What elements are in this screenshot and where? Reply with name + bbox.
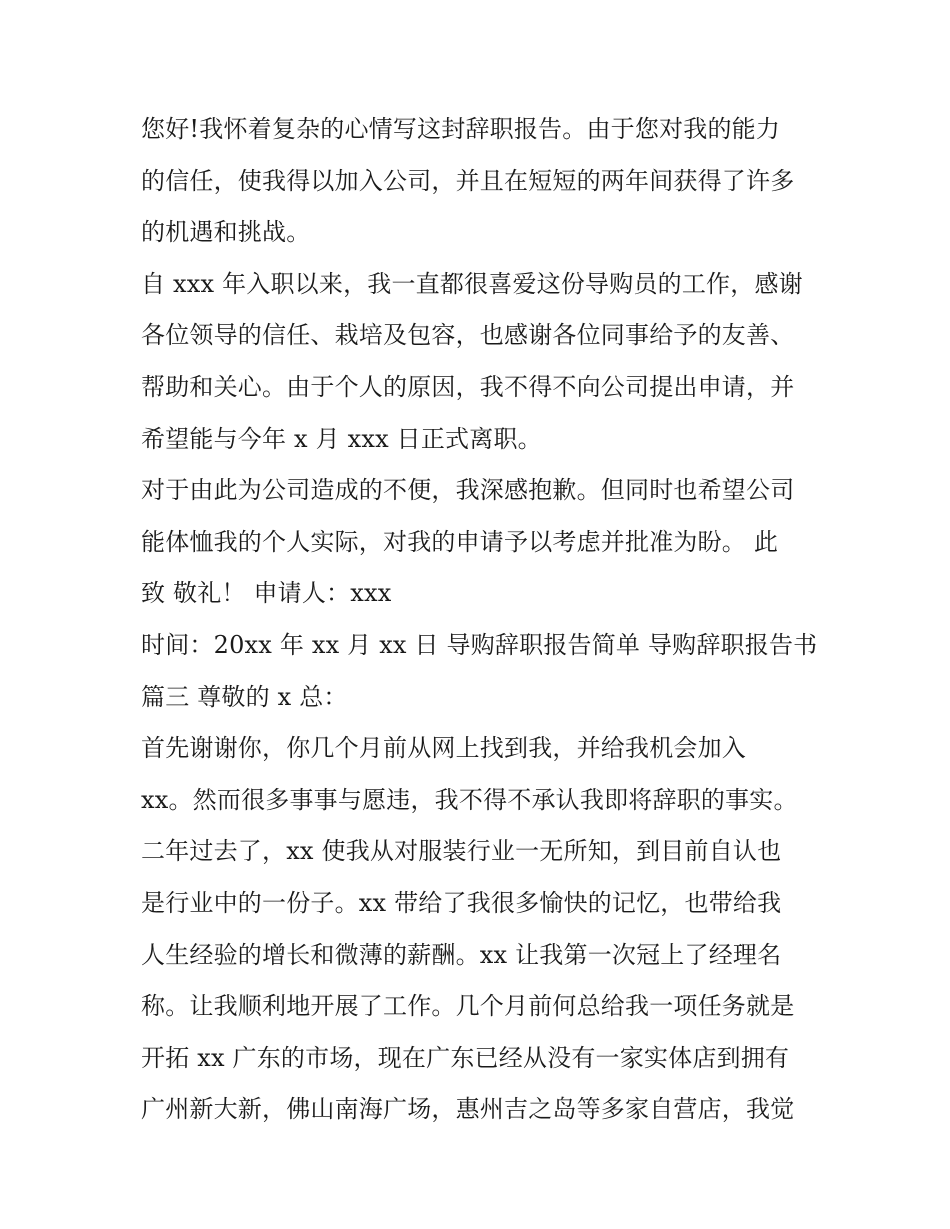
text-line: 二年过去了，xx 使我从对服装行业一无所知，到目前自认也 bbox=[141, 837, 782, 866]
text-line: 的机遇和挑战。 bbox=[141, 218, 311, 247]
text-line: 时间：20xx 年 xx 月 xx 日 导购辞职报告简单 导购辞职报告书 bbox=[141, 630, 818, 659]
text-line: 的信任，使我得以加入公司，并且在短短的两年间获得了许多 bbox=[141, 166, 795, 195]
text-line: 帮助和关心。由于个人的原因，我不得不向公司提出申请，并 bbox=[141, 372, 795, 401]
text-line: 您好!我怀着复杂的心情写这封辞职报告。由于您对我的能力 bbox=[141, 115, 781, 143]
text-line: 希望能与今年 x 月 xxx 日正式离职。 bbox=[141, 424, 542, 453]
text-line: 对于由此为公司造成的不便，我深感抱歉。但同时也希望公司 bbox=[141, 476, 795, 505]
text-line: 称。让我顺利地开展了工作。几个月前何总给我一项任务就是 bbox=[141, 992, 795, 1021]
text-line: 首先谢谢你，你几个月前从网上找到我，并给我机会加入 bbox=[141, 734, 746, 763]
text-line: 篇三 尊敬的 x 总： bbox=[141, 682, 348, 711]
text-line: 各位领导的信任、栽培及包容，也感谢各位同事给予的友善、 bbox=[141, 321, 795, 350]
document-body bbox=[141, 104, 831, 1136]
text-line: 致 敬礼！ 申请人：xxx bbox=[141, 579, 392, 608]
text-line: 开拓 xx 广东的市场，现在广东已经从没有一家实体店到拥有 bbox=[141, 1043, 790, 1072]
text-line: 能体恤我的个人实际，对我的申请予以考虑并批准为盼。 此 bbox=[141, 527, 779, 556]
text-line: 是行业中的一份子。xx 带给了我很多愉快的记忆，也带给我 bbox=[141, 888, 782, 917]
text-line: 广州新大新，佛山南海广场，惠州吉之岛等多家自营店，我觉 bbox=[141, 1095, 795, 1124]
text-line: xx。然而很多事事与愿违，我不得不承认我即将辞职的事实。 bbox=[141, 785, 798, 814]
text-line: 人生经验的增长和微薄的薪酬。xx 让我第一次冠上了经理名 bbox=[141, 940, 782, 969]
text-line: 自 xxx 年入职以来，我一直都很喜爱这份导购员的工作，感谢 bbox=[141, 269, 803, 298]
